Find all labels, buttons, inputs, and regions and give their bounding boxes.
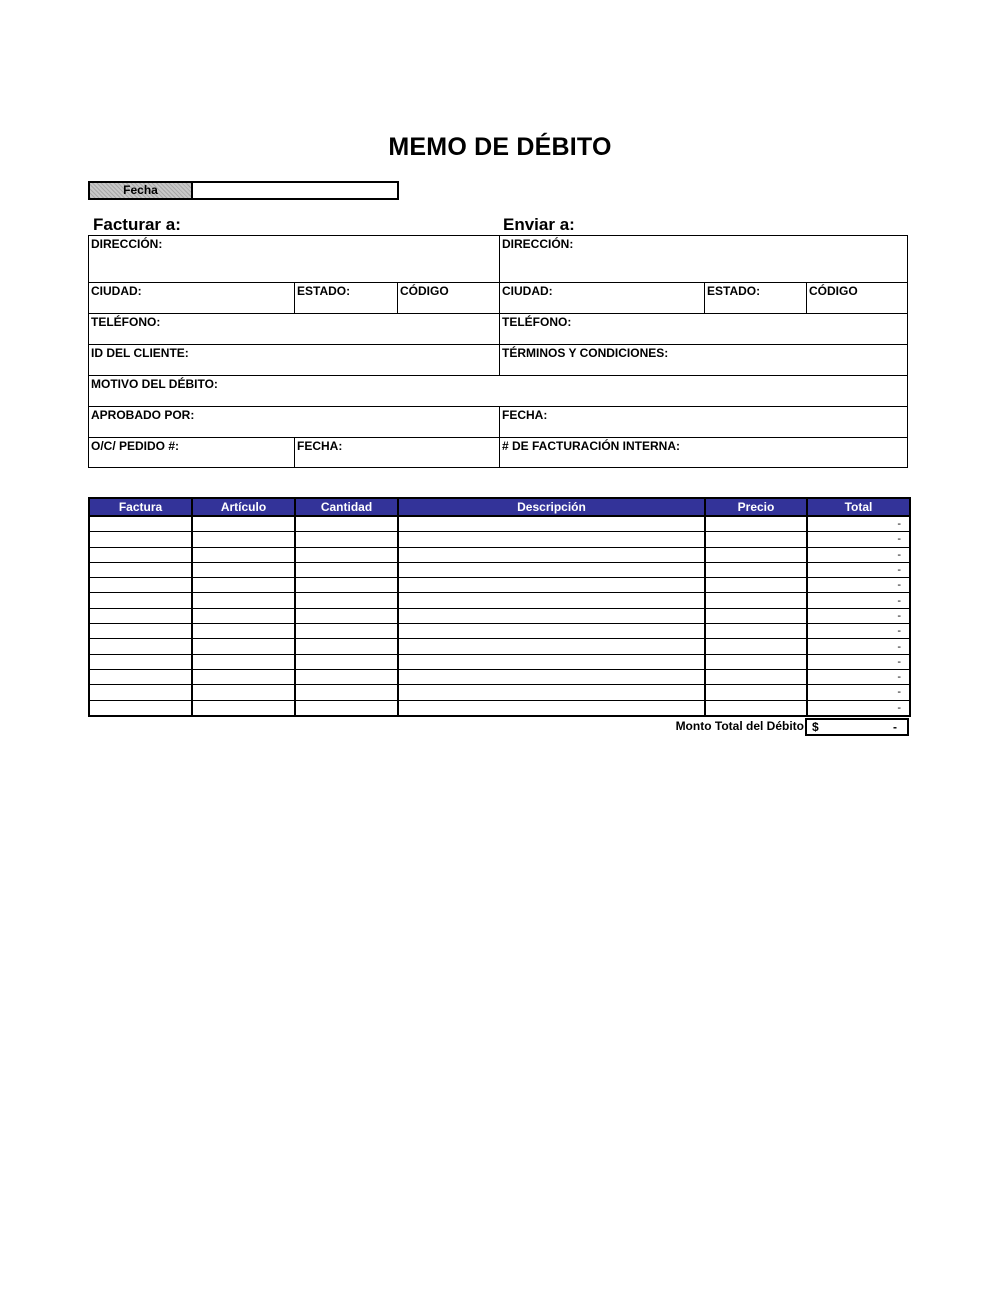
cell-price[interactable] — [705, 593, 807, 608]
cell-description[interactable] — [398, 685, 705, 700]
cell-description[interactable] — [398, 516, 705, 532]
cell-description[interactable] — [398, 639, 705, 654]
cell-price[interactable] — [705, 685, 807, 700]
cell-description[interactable] — [398, 669, 705, 684]
cell-item[interactable] — [192, 532, 295, 547]
cell-quantity[interactable] — [295, 700, 398, 716]
cell-total[interactable]: - — [807, 624, 910, 639]
bill-to-heading: Facturar a: — [93, 215, 181, 234]
cell-price[interactable] — [705, 547, 807, 562]
grand-total-label: Monto Total del Débito — [675, 719, 804, 733]
table-row — [89, 639, 910, 654]
column-header-invoice: Factura — [89, 498, 192, 516]
internal-billing-field[interactable]: # DE FACTURACIÓN INTERNA: — [502, 439, 681, 453]
column-header-total: Total — [807, 498, 910, 516]
date-input[interactable] — [193, 183, 397, 198]
cell-item[interactable] — [192, 578, 295, 593]
ship-zip-field[interactable]: CÓDIGO — [807, 283, 908, 314]
column-header-item: Artículo — [192, 498, 295, 516]
cell-price[interactable] — [705, 578, 807, 593]
po-date-field[interactable]: FECHA: — [295, 438, 500, 467]
cell-total[interactable]: - — [807, 685, 910, 700]
cell-item[interactable] — [192, 516, 295, 532]
cell-quantity[interactable] — [295, 516, 398, 532]
cell-price[interactable] — [705, 639, 807, 654]
ship-state-field[interactable]: ESTADO: — [705, 283, 807, 314]
table-body — [89, 516, 910, 716]
cell-price[interactable] — [705, 669, 807, 684]
customer-info-grid — [88, 235, 908, 468]
cell-price[interactable] — [705, 562, 807, 577]
table-row — [89, 516, 910, 532]
cell-total[interactable]: - — [807, 639, 910, 654]
grand-total-value: - — [893, 720, 897, 734]
cell-price[interactable] — [705, 624, 807, 639]
cell-invoice[interactable] — [89, 685, 192, 700]
cell-total[interactable]: - — [807, 578, 910, 593]
table-header-row — [89, 498, 910, 516]
grand-total-box — [805, 718, 909, 736]
cell-total[interactable]: - — [807, 700, 910, 716]
bill-state-field[interactable]: ESTADO: — [295, 283, 398, 314]
cell-item[interactable] — [192, 624, 295, 639]
table-row — [89, 624, 910, 639]
cell-total[interactable]: - — [807, 532, 910, 547]
document-title: MEMO DE DÉBITO — [388, 133, 612, 161]
cell-price[interactable] — [705, 516, 807, 532]
line-items-table — [88, 497, 911, 717]
approved-date-field[interactable]: FECHA: — [500, 407, 908, 438]
column-header-description: Descripción — [398, 498, 705, 516]
cell-item[interactable] — [192, 700, 295, 716]
cell-quantity[interactable] — [295, 547, 398, 562]
bill-city-field[interactable]: CIUDAD: — [89, 283, 295, 314]
cell-quantity[interactable] — [295, 639, 398, 654]
cell-item[interactable] — [192, 547, 295, 562]
column-header-quantity: Cantidad — [295, 498, 398, 516]
table-row — [89, 654, 910, 669]
cell-item[interactable] — [192, 654, 295, 669]
cell-quantity[interactable] — [295, 685, 398, 700]
ship-address-field[interactable]: DIRECCIÓN: — [500, 236, 908, 283]
cell-description[interactable] — [398, 624, 705, 639]
cell-invoice[interactable] — [89, 532, 192, 547]
ship-to-heading: Enviar a: — [503, 215, 575, 234]
cell-description[interactable] — [398, 654, 705, 669]
cell-total[interactable]: - — [807, 654, 910, 669]
date-field — [88, 181, 399, 200]
cell-description[interactable] — [398, 608, 705, 623]
cell-quantity[interactable] — [295, 593, 398, 608]
cell-invoice[interactable] — [89, 624, 192, 639]
cell-price[interactable] — [705, 608, 807, 623]
table-row — [89, 532, 910, 547]
table-row — [89, 700, 910, 716]
cell-total[interactable]: - — [807, 516, 910, 532]
cell-description[interactable] — [398, 562, 705, 577]
cell-total[interactable]: - — [807, 562, 910, 577]
cell-invoice[interactable] — [89, 608, 192, 623]
cell-price[interactable] — [705, 700, 807, 716]
cell-total[interactable]: - — [807, 608, 910, 623]
table-row — [89, 608, 910, 623]
cell-description[interactable] — [398, 700, 705, 716]
cell-invoice[interactable] — [89, 562, 192, 577]
cell-quantity[interactable] — [295, 669, 398, 684]
ship-city-field[interactable]: CIUDAD: — [500, 283, 705, 314]
cell-invoice[interactable] — [89, 639, 192, 654]
cell-price[interactable] — [705, 532, 807, 547]
po-number-field[interactable]: O/C/ PEDIDO #: — [89, 438, 295, 467]
cell-quantity[interactable] — [295, 624, 398, 639]
cell-total[interactable]: - — [807, 547, 910, 562]
cell-price[interactable] — [705, 654, 807, 669]
cell-invoice[interactable] — [89, 578, 192, 593]
cell-invoice[interactable] — [89, 516, 192, 532]
table-row — [89, 685, 910, 700]
cell-invoice[interactable] — [89, 547, 192, 562]
bill-zip-field[interactable]: CÓDIGO — [398, 283, 500, 314]
approved-by-field[interactable]: APROBADO POR: — [89, 407, 500, 438]
date-label: Fecha — [90, 183, 193, 198]
cell-item[interactable] — [192, 562, 295, 577]
table-row — [89, 562, 910, 577]
table-row — [89, 578, 910, 593]
debit-reason-field[interactable]: MOTIVO DEL DÉBITO: — [89, 376, 908, 407]
cell-invoice[interactable] — [89, 700, 192, 716]
cell-item[interactable] — [192, 639, 295, 654]
terms-field[interactable]: TÉRMINOS Y CONDICIONES: — [500, 345, 908, 376]
cell-quantity[interactable] — [295, 654, 398, 669]
cell-description[interactable] — [398, 578, 705, 593]
table-row — [89, 547, 910, 562]
table-row — [89, 669, 910, 684]
cell-item[interactable] — [192, 593, 295, 608]
column-header-price: Precio — [705, 498, 807, 516]
cell-total[interactable]: - — [807, 593, 910, 608]
cell-description[interactable] — [398, 532, 705, 547]
cell-quantity[interactable] — [295, 562, 398, 577]
cell-quantity[interactable] — [295, 532, 398, 547]
cell-invoice[interactable] — [89, 654, 192, 669]
cell-item[interactable] — [192, 685, 295, 700]
cell-invoice[interactable] — [89, 669, 192, 684]
bill-phone-field[interactable]: TELÉFONO: — [89, 314, 500, 345]
cell-item[interactable] — [192, 608, 295, 623]
cell-item[interactable] — [192, 669, 295, 684]
cell-total[interactable]: - — [807, 669, 910, 684]
cell-description[interactable] — [398, 547, 705, 562]
cell-quantity[interactable] — [295, 608, 398, 623]
cell-description[interactable] — [398, 593, 705, 608]
ship-phone-field[interactable]: TELÉFONO: — [500, 314, 908, 345]
client-id-field[interactable]: ID DEL CLIENTE: — [89, 345, 500, 376]
bill-address-field[interactable]: DIRECCIÓN: — [89, 236, 500, 283]
grand-total-currency: $ — [812, 720, 819, 734]
cell-quantity[interactable] — [295, 578, 398, 593]
cell-invoice[interactable] — [89, 593, 192, 608]
table-row — [89, 593, 910, 608]
